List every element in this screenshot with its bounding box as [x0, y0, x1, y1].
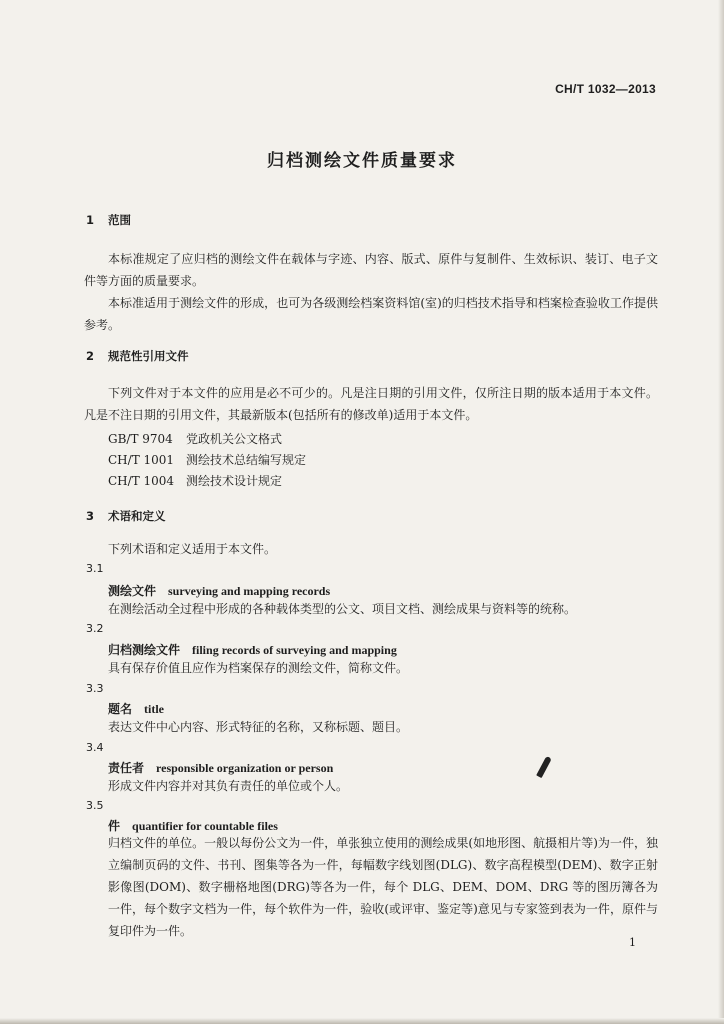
term-definition: 具有保存价值且应作为档案保存的测绘文件，简称文件。 — [108, 661, 409, 675]
term-zh: 测绘文件 — [108, 584, 157, 598]
reference-item — [108, 430, 282, 447]
term-en: title — [144, 702, 165, 716]
section-2-heading — [86, 348, 189, 364]
term-zh: 题名 — [108, 702, 133, 716]
section-3-heading — [86, 508, 166, 524]
term-definition: 归档文件的单位。一般以每份公文为一件，单张独立使用的测绘成果(如地形图、航摄相片等)为一件，独立编制页码的文件、书刊、图集等各为一件，每幅数字线划图(DLG)、数字高程模型(DEM)、数字正射影像图(DOM)、数字栅格地图(DRG)等各为一件，每个 DLG、DEM、DOM、DRG 等的图历簿各为一件，每个数字文档为一件，每个软件为一件，验收(或评审、鉴定等)意见与专家签到表为一件，原件与复印件为一件。 — [108, 836, 658, 938]
standard-code: CH/T 1032—2013 — [555, 82, 656, 96]
term-number: 3.3 — [86, 682, 104, 695]
term-zh: 件 — [108, 819, 121, 833]
reference-code: GB/T 9704 — [108, 432, 173, 446]
section-1-heading — [86, 212, 131, 228]
pen-mark — [536, 756, 552, 778]
reference-name: 党政机关公文格式 — [186, 432, 283, 446]
term-number: 3.2 — [86, 622, 104, 635]
term-en: surveying and mapping records — [168, 584, 331, 598]
term-en: responsible organization or person — [156, 761, 334, 775]
page-number: 1 — [629, 936, 636, 949]
term-en: filing records of surveying and mapping — [192, 643, 397, 657]
term-heading — [108, 582, 330, 599]
document-title: 归档测绘文件质量要求 — [267, 151, 457, 171]
term-en: quantifier for countable files — [132, 819, 278, 833]
term-heading — [108, 700, 164, 717]
section-number: 2 — [86, 349, 95, 363]
term-definition: 表达文件中心内容、形式特征的名称，又称标题、题目。 — [108, 720, 409, 734]
reference-code: CH/T 1004 — [108, 474, 175, 488]
section-title: 术语和定义 — [108, 509, 166, 523]
section-title: 范围 — [108, 213, 131, 227]
term-definition: 在测绘活动全过程中形成的各种载体类型的公文、项目文档、测绘成果与资料等的统称。 — [108, 602, 577, 616]
term-number: 3.4 — [86, 741, 104, 754]
section-title: 规范性引用文件 — [108, 349, 189, 363]
term-zh: 归档测绘文件 — [108, 643, 181, 657]
section-1-paragraph-1: 本标准规定了应归档的测绘文件在载体与字迹、内容、版式、原件与复制件、生效标识、装订、电子文件等方面的质量要求。 — [84, 252, 658, 288]
reference-code: CH/T 1001 — [108, 453, 175, 467]
section-3-paragraph-1: 下列术语和定义适用于本文件。 — [108, 542, 277, 556]
reference-item — [108, 472, 282, 489]
reference-item — [108, 451, 306, 468]
reference-name: 测绘技术总结编写规定 — [186, 453, 307, 467]
term-zh: 责任者 — [108, 761, 145, 775]
scan-edge-bottom — [0, 1018, 724, 1024]
section-2-paragraph-1: 下列文件对于本文件的应用是必不可少的。凡是注日期的引用文件，仅所注日期的版本适用于本文件。凡是不注日期的引用文件，其最新版本(包括所有的修改单)适用于本文件。 — [84, 386, 658, 422]
term-number: 3.1 — [86, 562, 104, 575]
section-number: 3 — [86, 509, 95, 523]
section-1-paragraph-2: 本标准适用于测绘文件的形成，也可为各级测绘档案资料馆(室)的归档技术指导和档案检查验收工作提供参考。 — [84, 296, 658, 332]
term-definition: 形成文件内容并对其负有责任的单位或个人。 — [108, 779, 349, 793]
term-number: 3.5 — [86, 799, 104, 812]
reference-name: 测绘技术设计规定 — [186, 474, 283, 488]
term-heading — [108, 759, 333, 776]
section-number: 1 — [86, 213, 95, 227]
term-heading — [108, 641, 397, 658]
